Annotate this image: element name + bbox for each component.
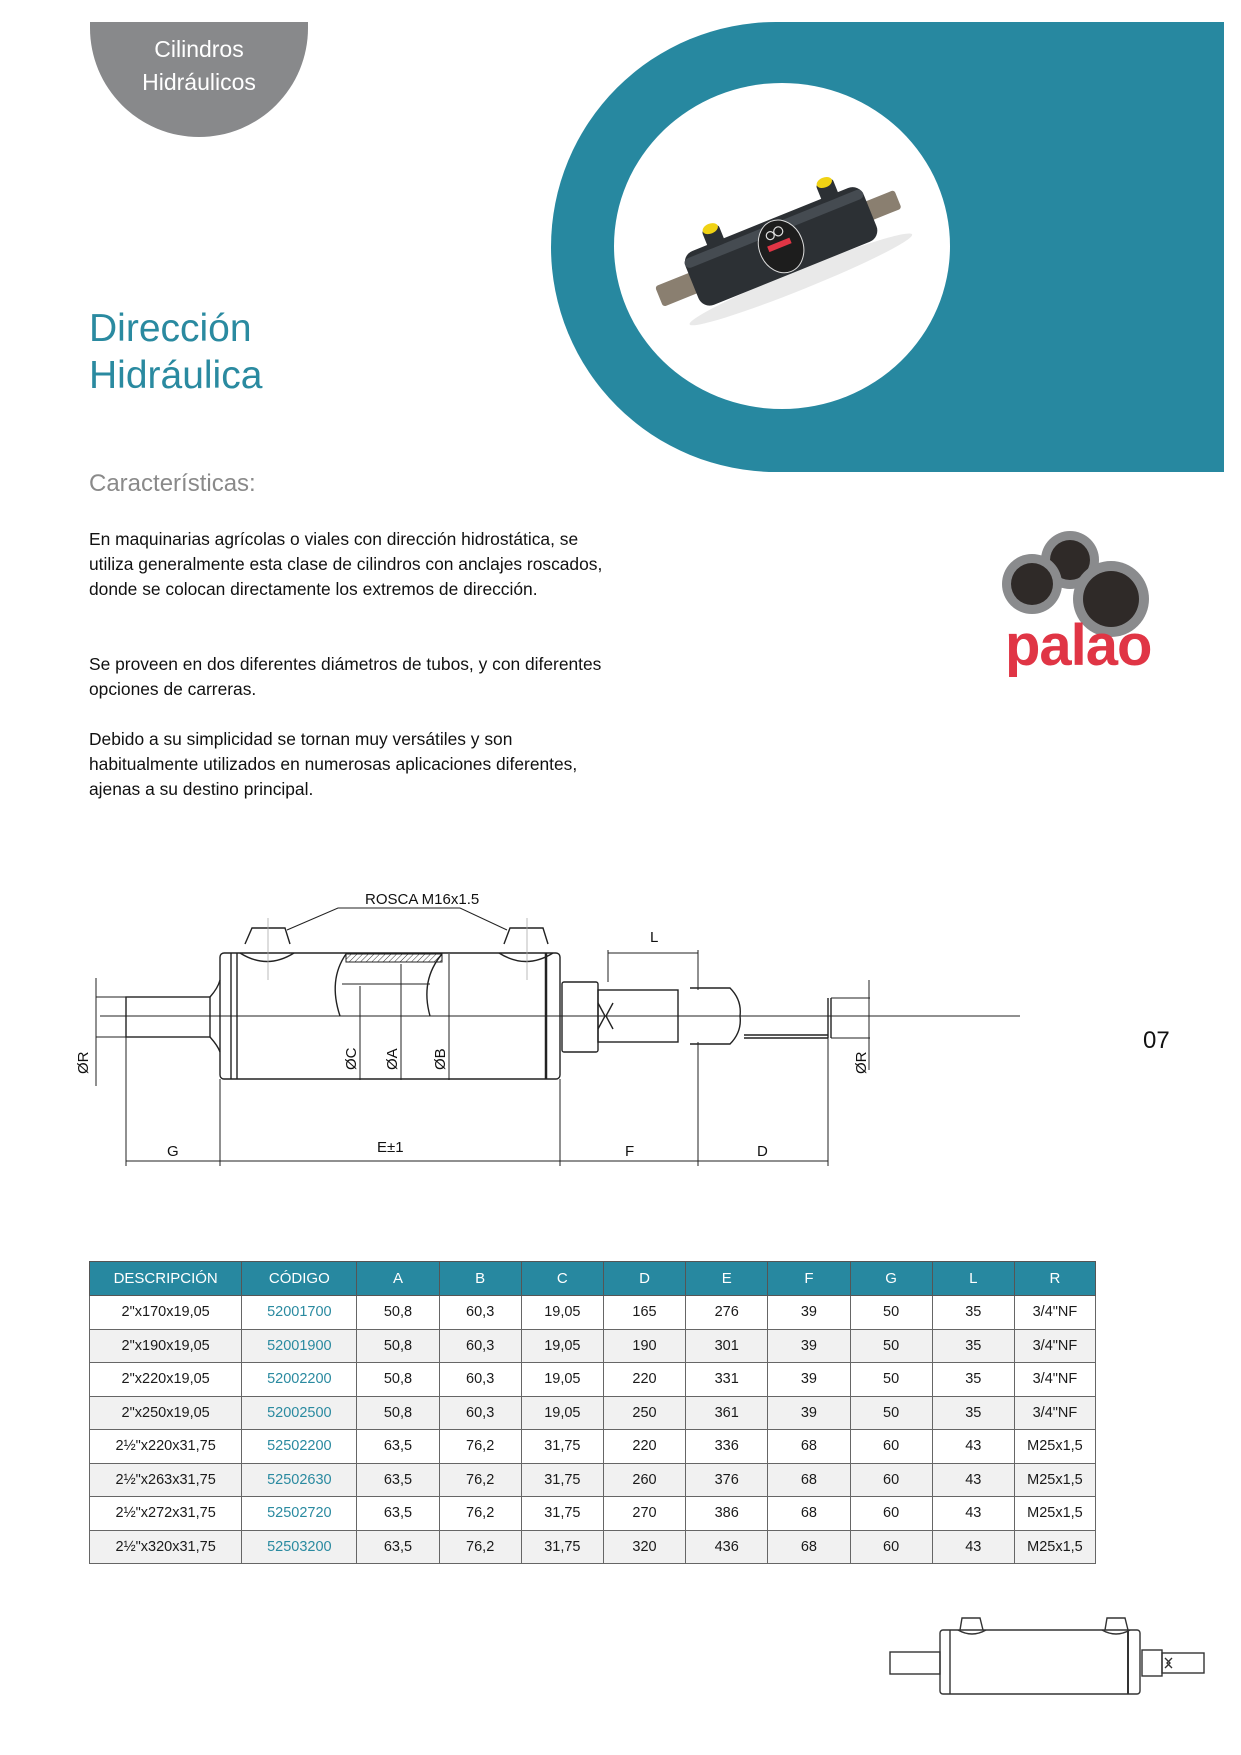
cell-g: 60: [850, 1497, 932, 1531]
cell-codigo: 52502200: [242, 1430, 357, 1464]
cell-codigo: 52002500: [242, 1396, 357, 1430]
column-header-f: F: [768, 1262, 850, 1296]
table-row: [90, 1430, 1096, 1464]
cell-e: 336: [686, 1430, 768, 1464]
cell-r: 3/4"NF: [1014, 1329, 1095, 1363]
cylinder-thumbnail: [880, 1610, 1215, 1720]
column-header-codigo: CÓDIGO: [242, 1262, 357, 1296]
paragraph-3: Debido a su simplicidad se tornan muy versátiles y son habitualmente utilizados en numerosas aplicaciones diferentes, ajenas a su destino principal.: [89, 729, 578, 799]
dim-label-e: E±1: [377, 1139, 404, 1156]
dim-label-c: ØC: [343, 1047, 360, 1070]
cell-l: 43: [932, 1497, 1014, 1531]
dim-label-d: D: [757, 1143, 768, 1160]
cell-b: 76,2: [439, 1497, 521, 1531]
title-line-2: Hidráulica: [89, 354, 263, 397]
cell-e: 361: [686, 1396, 768, 1430]
cell-c: 19,05: [521, 1363, 603, 1397]
table-row: [90, 1296, 1096, 1330]
cell-g: 50: [850, 1363, 932, 1397]
cell-a: 63,5: [357, 1530, 439, 1564]
cell-descripcion: 2½"x272x31,75: [90, 1497, 242, 1531]
port-right: [504, 928, 548, 944]
paragraph-1: En maquinarias agrícolas o viales con dirección hidrostática, se utiliza generalmente esta clase de cilindros con anclajes roscados, donde se colocan directamente los extremos de dirección.: [89, 529, 603, 599]
cell-b: 76,2: [439, 1430, 521, 1464]
column-header-a: A: [357, 1262, 439, 1296]
cell-e: 331: [686, 1363, 768, 1397]
cell-f: 68: [768, 1463, 850, 1497]
column-header-g: G: [850, 1262, 932, 1296]
dim-label-g: G: [167, 1143, 179, 1160]
table-row: [90, 1530, 1096, 1564]
dim-label-r-right: ØR: [853, 1051, 870, 1074]
cell-e: 301: [686, 1329, 768, 1363]
cell-e: 386: [686, 1497, 768, 1531]
cell-b: 60,3: [439, 1396, 521, 1430]
cell-c: 19,05: [521, 1396, 603, 1430]
cell-l: 43: [932, 1530, 1014, 1564]
cell-l: 35: [932, 1329, 1014, 1363]
cell-e: 436: [686, 1530, 768, 1564]
cell-codigo: 52502720: [242, 1497, 357, 1531]
cell-f: 39: [768, 1363, 850, 1397]
table-row: [90, 1463, 1096, 1497]
cell-a: 63,5: [357, 1497, 439, 1531]
cell-g: 50: [850, 1296, 932, 1330]
cell-descripcion: 2"x170x19,05: [90, 1296, 242, 1330]
cell-r: M25x1,5: [1014, 1530, 1095, 1564]
cell-codigo: 52002200: [242, 1363, 357, 1397]
features-heading: Características:: [89, 470, 256, 497]
technical-drawing: [75, 870, 990, 1170]
cell-b: 76,2: [439, 1463, 521, 1497]
cell-b: 60,3: [439, 1329, 521, 1363]
cell-descripcion: 2½"x320x31,75: [90, 1530, 242, 1564]
column-header-c: C: [521, 1262, 603, 1296]
cell-codigo: 52001700: [242, 1296, 357, 1330]
cell-b: 60,3: [439, 1296, 521, 1330]
column-header-l: L: [932, 1262, 1014, 1296]
dim-label-l: L: [650, 929, 659, 946]
brand-name: palao: [1005, 613, 1152, 678]
cell-l: 35: [932, 1396, 1014, 1430]
category-badge: [90, 22, 308, 137]
cell-f: 39: [768, 1329, 850, 1363]
cell-d: 190: [603, 1329, 685, 1363]
cell-g: 60: [850, 1430, 932, 1464]
cell-d: 220: [603, 1363, 685, 1397]
cell-a: 50,8: [357, 1396, 439, 1430]
cell-l: 43: [932, 1463, 1014, 1497]
cell-descripcion: 2"x250x19,05: [90, 1396, 242, 1430]
table-row: [90, 1329, 1096, 1363]
cell-codigo: 52503200: [242, 1530, 357, 1564]
cell-r: 3/4"NF: [1014, 1296, 1095, 1330]
cell-r: 3/4"NF: [1014, 1363, 1095, 1397]
cell-c: 31,75: [521, 1463, 603, 1497]
cell-codigo: 52001900: [242, 1329, 357, 1363]
hero-banner: [551, 22, 1224, 472]
cell-g: 50: [850, 1329, 932, 1363]
cell-descripcion: 2"x220x19,05: [90, 1363, 242, 1397]
thread-label: ROSCA M16x1.5: [365, 891, 480, 908]
paragraph-2: Se proveen en dos diferentes diámetros de tubos, y con diferentes opciones de carreras.: [89, 654, 602, 699]
port-left: [245, 928, 290, 944]
table-row: [90, 1497, 1096, 1531]
cell-l: 35: [932, 1296, 1014, 1330]
cell-l: 43: [932, 1430, 1014, 1464]
cell-descripcion: 2½"x263x31,75: [90, 1463, 242, 1497]
cell-a: 50,8: [357, 1329, 439, 1363]
category-line-2: Hidráulicos: [142, 69, 256, 95]
cell-b: 60,3: [439, 1363, 521, 1397]
cell-a: 50,8: [357, 1363, 439, 1397]
left-rod: [126, 997, 210, 1037]
cell-g: 60: [850, 1530, 932, 1564]
cell-f: 68: [768, 1530, 850, 1564]
cell-d: 250: [603, 1396, 685, 1430]
table-row: [90, 1363, 1096, 1397]
cell-g: 50: [850, 1396, 932, 1430]
cell-r: M25x1,5: [1014, 1463, 1095, 1497]
cell-c: 31,75: [521, 1430, 603, 1464]
cell-f: 39: [768, 1396, 850, 1430]
category-line-1: Cilindros: [154, 36, 244, 62]
cell-f: 68: [768, 1497, 850, 1531]
cell-a: 63,5: [357, 1463, 439, 1497]
cell-f: 68: [768, 1430, 850, 1464]
column-header-r: R: [1014, 1262, 1095, 1296]
cell-c: 31,75: [521, 1497, 603, 1531]
cell-r: M25x1,5: [1014, 1430, 1095, 1464]
table-header-row: [90, 1262, 1096, 1296]
spec-table: [89, 1261, 1096, 1564]
cell-c: 31,75: [521, 1530, 603, 1564]
cell-d: 260: [603, 1463, 685, 1497]
cell-r: 3/4"NF: [1014, 1396, 1095, 1430]
cell-descripcion: 2"x190x19,05: [90, 1329, 242, 1363]
title-line-1: Dirección: [89, 307, 252, 350]
cell-l: 35: [932, 1363, 1014, 1397]
cell-r: M25x1,5: [1014, 1497, 1095, 1531]
dim-label-r-left: ØR: [75, 1051, 92, 1074]
page-number: 07: [1143, 1027, 1170, 1054]
cell-d: 320: [603, 1530, 685, 1564]
column-header-b: B: [439, 1262, 521, 1296]
dim-label-f: F: [625, 1143, 635, 1160]
cell-d: 165: [603, 1296, 685, 1330]
column-header-descripcion: DESCRIPCIÓN: [90, 1262, 242, 1296]
cell-b: 76,2: [439, 1530, 521, 1564]
cell-f: 39: [768, 1296, 850, 1330]
cell-d: 220: [603, 1430, 685, 1464]
column-header-d: D: [603, 1262, 685, 1296]
cell-a: 63,5: [357, 1430, 439, 1464]
page-title: [89, 305, 262, 399]
table-row: [90, 1396, 1096, 1430]
cell-descripcion: 2½"x220x31,75: [90, 1430, 242, 1464]
cell-c: 19,05: [521, 1296, 603, 1330]
cell-c: 19,05: [521, 1329, 603, 1363]
cell-d: 270: [603, 1497, 685, 1531]
cell-g: 60: [850, 1463, 932, 1497]
dim-label-b: ØB: [432, 1048, 449, 1070]
cell-e: 376: [686, 1463, 768, 1497]
cell-codigo: 52502630: [242, 1463, 357, 1497]
column-header-e: E: [686, 1262, 768, 1296]
dim-label-a: ØA: [384, 1048, 401, 1070]
cell-a: 50,8: [357, 1296, 439, 1330]
cell-e: 276: [686, 1296, 768, 1330]
